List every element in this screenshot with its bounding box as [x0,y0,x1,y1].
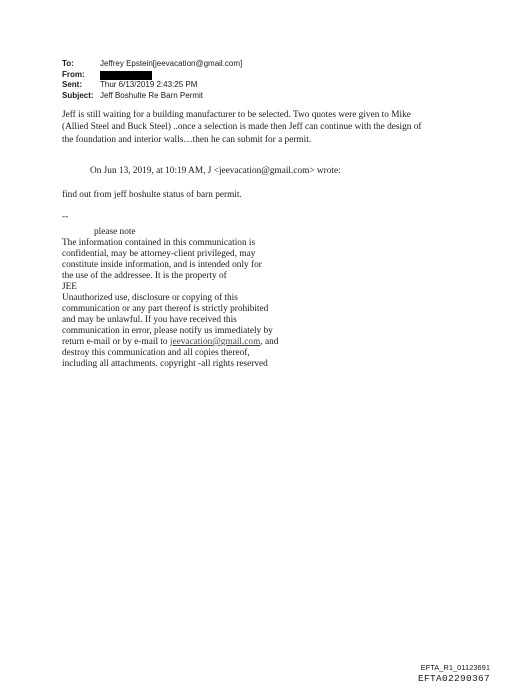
body-line: (Allied Steel and Buck Steel) ..once a selection is made then Jeff can continue with the design of [62,122,422,133]
subject-value: Jeff Boshulte Re Barn Permit [100,90,204,100]
disclaimer-line: Unauthorized use, disclosure or copying of this [62,293,238,303]
disclaimer-line: including all attachments. copyright -all rights reserved [62,359,268,369]
body-line: Jeff is still waiting for a building manufacturer to be selected. Two quotes were given to Mike [62,110,411,120]
subject-label: Subject: [62,90,94,100]
body-line: the foundation and interior walls…then he can submit for a permit. [62,134,312,145]
signature-dash: -- [62,212,69,222]
disclaimer-line: The information contained in this communication is [62,238,256,248]
disclaimer-line: communication or any part thereof is strictly prohibited [62,304,269,314]
sent-row [62,80,242,91]
body-paragraph [62,109,482,146]
please-note: please note [94,227,136,237]
email-suffix: , and [260,337,279,347]
disclaimer-line: JEE [62,282,77,292]
disclaimer-line: the use of the addressee. It is the property of [62,271,227,281]
disclaimer-line: confidential, may be attorney-client privileged, may [62,249,256,259]
to-label: To: [62,59,74,68]
disclaimer-line: constitute inside information, and is intended only for [62,260,262,270]
disclaimer-line: communication in error, please notify us immediately by [62,326,273,336]
sent-value: Thur 6/13/2019 2:43:25 PM [100,80,198,89]
to-value: Jeffrey Epstein[jeevacation@gmail.com] [100,59,243,68]
disclaimer-line: and may be unlawful. If you have received this [62,315,237,325]
from-row [62,70,242,81]
signature-block [62,212,302,370]
quoted-text: find out from jeff boshulte status of barn permit. [62,190,242,200]
quote-intro: On Jun 13, 2019, at 10:19 AM, J <jeevacation@gmail.com> wrote: [90,166,341,176]
email-prefix: return e-mail or by e-mail to [62,337,170,347]
disclaimer-line: destroy this communication and all copies thereof, [62,348,250,358]
redaction-box [100,71,152,80]
email-link[interactable]: jeevacation@gmail.com [169,337,261,347]
sent-label: Sent: [62,80,82,89]
footer-id-1: EFTA_R1_01123691 [420,663,490,672]
to-row [62,59,242,70]
subject-row [62,91,242,102]
footer-id-2: EFTA02290367 [417,673,490,684]
email-header [62,59,242,101]
from-label: From: [62,69,85,79]
disclaimer-line [62,337,302,348]
